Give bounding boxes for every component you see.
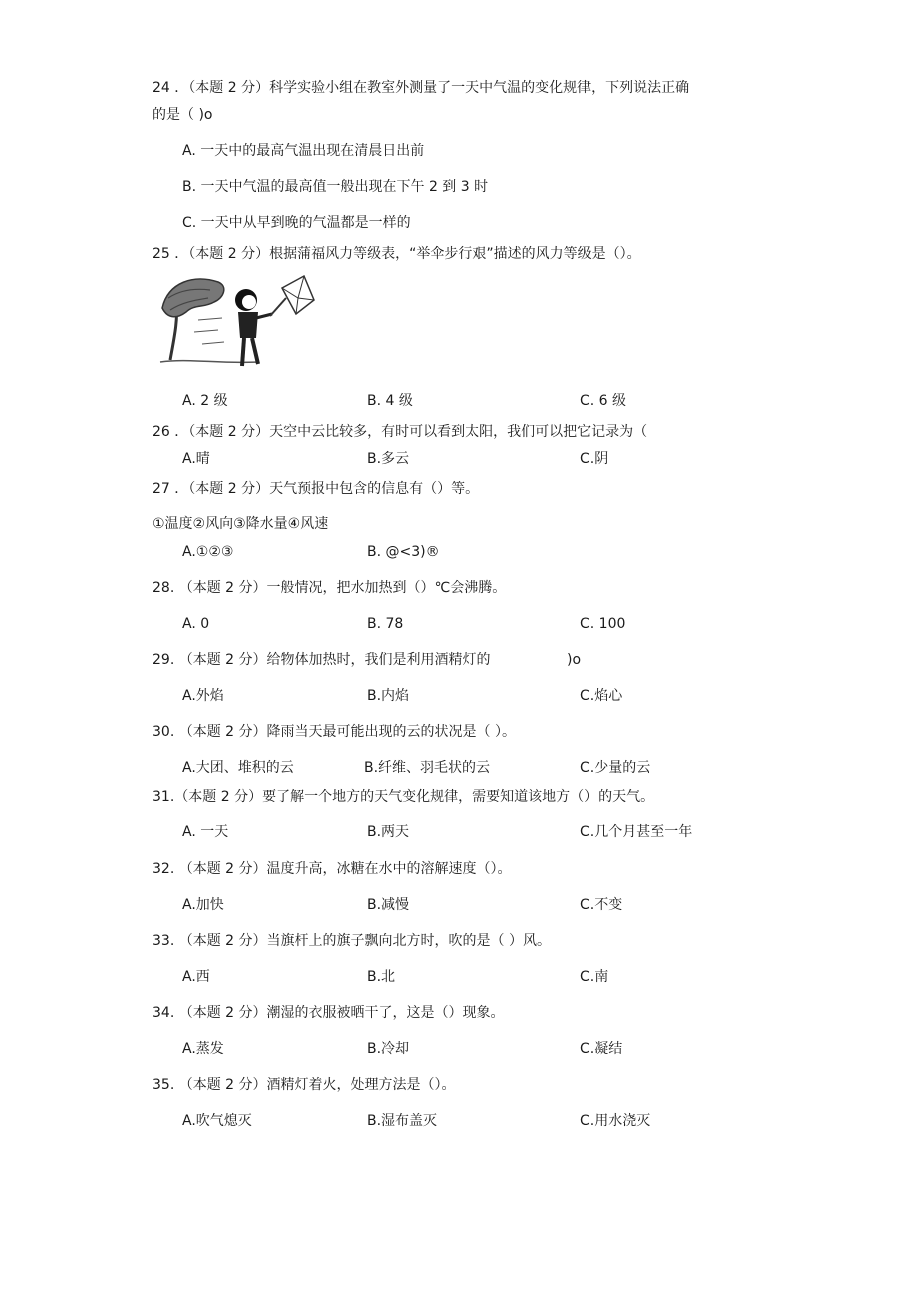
q31-option-c[interactable]: C.几个月甚至一年 — [580, 824, 693, 840]
q25-option-c[interactable]: C. 6 级 — [580, 393, 627, 409]
q31-option-a[interactable]: A. 一天 — [182, 824, 229, 840]
q30-option-c[interactable]: C.少量的云 — [580, 760, 651, 776]
q32-stem: 32. （本题 2 分）温度升高，冰糖在水中的溶解速度（）。 — [152, 861, 512, 877]
q25-option-b[interactable]: B. 4 级 — [367, 393, 413, 409]
q32-option-c[interactable]: C.不变 — [580, 897, 623, 913]
q33-stem: 33. （本题 2 分）当旗杆上的旗子飘向北方时，吹的是（ ）风。 — [152, 933, 551, 949]
q34-option-a[interactable]: A.蒸发 — [182, 1041, 224, 1057]
q32-option-a[interactable]: A.加快 — [182, 897, 224, 913]
wind-umbrella-icon — [158, 268, 318, 378]
q25-stem: 25 ．（本题 2 分）根据蒲福风力等级表，“举伞步行艰”描述的风力等级是（）。 — [152, 246, 641, 262]
q30-option-b[interactable]: B.纤维、羽毛状的云 — [364, 760, 491, 776]
q29-option-b[interactable]: B.内焰 — [367, 688, 410, 704]
q32-option-b[interactable]: B.减慢 — [367, 897, 410, 913]
q26-option-b[interactable]: B.多云 — [367, 451, 410, 467]
q24-stem-line2: 的是（ )o — [152, 107, 213, 123]
q34-stem: 34. （本题 2 分）潮湿的衣服被晒干了，这是（）现象。 — [152, 1005, 505, 1021]
q35-stem: 35. （本题 2 分）酒精灯着火，处理方法是（）。 — [152, 1077, 456, 1093]
q35-option-b[interactable]: B.湿布盖灭 — [367, 1113, 438, 1129]
q33-option-a[interactable]: A.西 — [182, 969, 210, 985]
q27-sub-items: ①温度②风向③降水量④风速 — [152, 516, 329, 532]
q26-option-c[interactable]: C.阴 — [580, 451, 609, 467]
q24-option-b[interactable]: B. 一天中气温的最高值一般出现在下午 2 到 3 时 — [182, 179, 489, 195]
q26-stem: 26 ．（本题 2 分）天空中云比较多，有时可以看到太阳，我们可以把它记录为（ — [152, 424, 648, 440]
q31-stem: 31.（本题 2 分）要了解一个地方的天气变化规律，需要知道该地方（）的天气。 — [152, 789, 655, 805]
q27-option-a[interactable]: A.①②③ — [182, 544, 234, 560]
q35-option-a[interactable]: A.吹气熄灭 — [182, 1113, 252, 1129]
q25-option-a[interactable]: A. 2 级 — [182, 393, 228, 409]
q30-option-a[interactable]: A.大团、堆积的云 — [182, 760, 294, 776]
q33-option-c[interactable]: C.南 — [580, 969, 609, 985]
q24-option-a[interactable]: A. 一天中的最高气温出现在清晨日出前 — [182, 143, 425, 159]
q26-option-a[interactable]: A.晴 — [182, 451, 210, 467]
q28-stem: 28. （本题 2 分）一般情况，把水加热到（）℃会沸腾。 — [152, 580, 507, 596]
q29-option-c[interactable]: C.焰心 — [580, 688, 623, 704]
q29-option-a[interactable]: A.外焰 — [182, 688, 224, 704]
q30-stem: 30. （本题 2 分）降雨当天最可能出现的云的状况是（ ）。 — [152, 724, 516, 740]
q28-option-a[interactable]: A. 0 — [182, 616, 210, 632]
q24-stem-line1: 24 ．（本题 2 分）科学实验小组在教室外测量了一天中气温的变化规律，下列说法正确 — [152, 80, 690, 96]
q24-option-c[interactable]: C. 一天中从早到晚的气温都是一样的 — [182, 215, 411, 231]
q28-option-c[interactable]: C. 100 — [580, 616, 626, 632]
q27-stem: 27 ．（本题 2 分）天气预报中包含的信息有（）等。 — [152, 481, 480, 497]
q29-stem-tail: )o — [567, 652, 582, 668]
q28-option-b[interactable]: B. 78 — [367, 616, 404, 632]
q31-option-b[interactable]: B.两天 — [367, 824, 410, 840]
q34-option-b[interactable]: B.冷却 — [367, 1041, 410, 1057]
q34-option-c[interactable]: C.凝结 — [580, 1041, 623, 1057]
wind-umbrella-illustration — [158, 268, 318, 378]
q33-option-b[interactable]: B.北 — [367, 969, 396, 985]
q35-option-c[interactable]: C.用水浇灭 — [580, 1113, 651, 1129]
q29-stem: 29. （本题 2 分）给物体加热时，我们是利用酒精灯的 — [152, 652, 491, 668]
q27-option-b[interactable]: B. @<3)® — [367, 544, 440, 560]
